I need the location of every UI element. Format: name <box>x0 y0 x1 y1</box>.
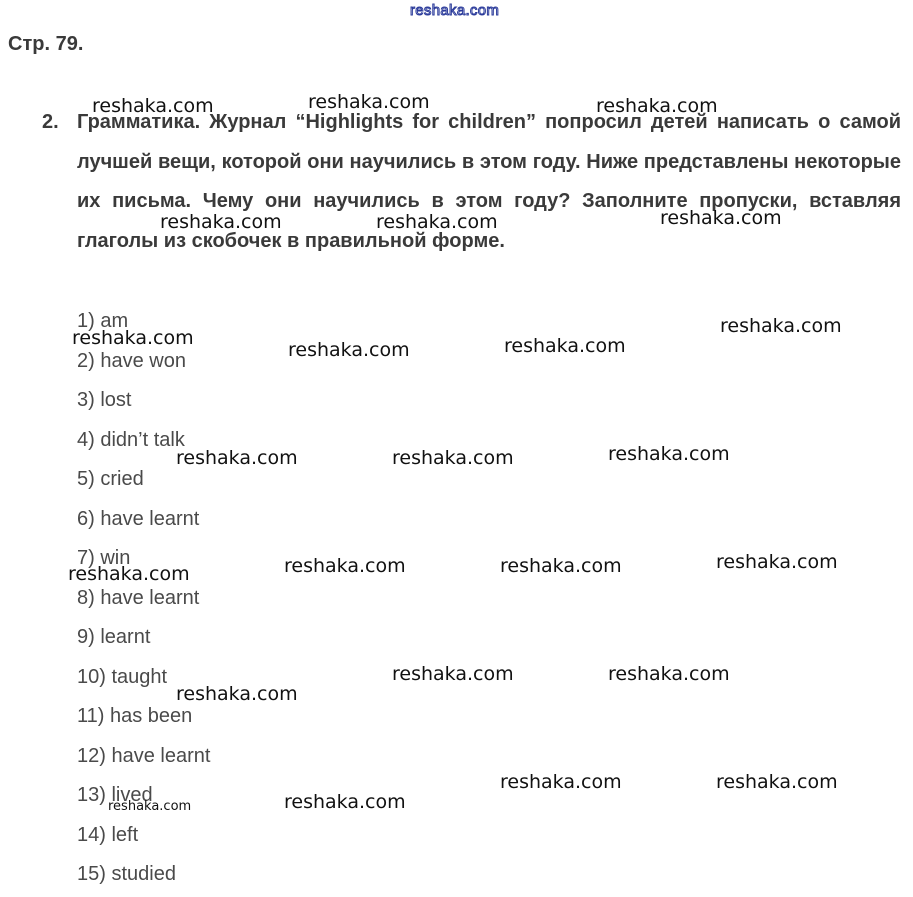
answer-item: 4) didn’t talk <box>77 428 185 451</box>
answer-item: 7) win <box>77 547 131 569</box>
watermark: reshaka.com <box>284 555 406 577</box>
answer-item: 13) lived <box>77 784 153 806</box>
watermark: reshaka.com <box>500 771 622 793</box>
watermark: reshaka.com <box>376 211 498 233</box>
answer-item: 14) left <box>77 823 139 846</box>
watermark: reshaka.com <box>504 335 626 357</box>
answer-item: 3) lost <box>77 389 132 411</box>
answer-item: 10) taught <box>77 665 168 688</box>
answer-item: 2) have won <box>77 349 186 372</box>
answer-item: 1) am <box>77 310 129 332</box>
watermark: reshaka.com <box>160 211 282 233</box>
watermark: reshaka.com <box>596 95 718 117</box>
watermark: reshaka.com <box>608 663 730 685</box>
site-header-watermark: reshaka.com <box>410 2 500 19</box>
watermark: reshaka.com <box>284 791 406 813</box>
task-number: 2. <box>42 111 59 133</box>
watermark: reshaka.com <box>660 207 782 229</box>
watermark: reshaka.com <box>176 683 298 705</box>
watermark: reshaka.com <box>176 447 298 469</box>
watermark: reshaka.com <box>288 339 410 361</box>
watermark: reshaka.com <box>720 315 842 337</box>
answer-item: 9) learnt <box>77 626 151 648</box>
watermark: reshaka.com <box>500 555 622 577</box>
watermark: reshaka.com <box>308 91 430 113</box>
watermark: reshaka.com <box>72 327 194 349</box>
answer-item: 11) has been <box>77 705 193 727</box>
watermark: reshaka.com <box>68 563 190 585</box>
answer-item: 12) have learnt <box>77 744 211 767</box>
answer-item: 15) studied <box>77 863 176 885</box>
watermark: reshaka.com <box>392 447 514 469</box>
answer-item: 5) cried <box>77 468 144 490</box>
page-reference: Стр. 79. <box>8 33 84 55</box>
answer-item: 6) have learnt <box>77 507 200 530</box>
watermark: reshaka.com <box>608 443 730 465</box>
watermark: reshaka.com <box>392 663 514 685</box>
watermark: reshaka.com <box>716 551 838 573</box>
watermark: reshaka.com <box>92 95 214 117</box>
watermark: reshaka.com <box>108 799 192 814</box>
watermark: reshaka.com <box>716 771 838 793</box>
answer-item: 8) have learnt <box>77 586 200 609</box>
task-instruction: Грамматика. Журнал “Highlights for children” попросил детей написать о самой лучшей вещи, которой они научились в этом году. Ниже представлены некоторые их письма. Чему они научились в этом году? Заполните пропуски, вставляя глаголы из скобочек в правильной форме. <box>77 111 901 252</box>
